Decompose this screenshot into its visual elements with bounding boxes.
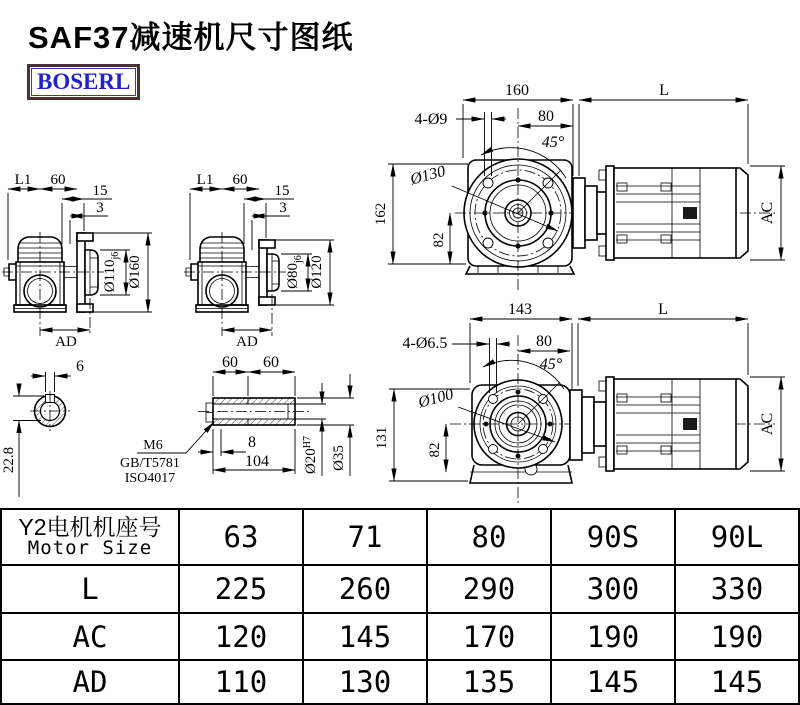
dim-v3-boltcircle: Ø130 — [408, 162, 448, 189]
dim-v1-flange: Ø160 — [127, 255, 143, 289]
table-cell-AD-80: 135 — [426, 659, 550, 703]
dim-v3-AC: AC — [759, 201, 776, 225]
dim-v6-outer: Ø35 — [331, 445, 347, 471]
view-front-motor-bottom — [374, 301, 785, 505]
dim-v3-80: 80 — [538, 108, 554, 125]
view-shaft-section — [1, 358, 84, 497]
table-cell-L-71: 260 — [302, 564, 426, 612]
table-row-label-L: L — [2, 564, 178, 612]
table-cell-AC-63: 120 — [178, 612, 302, 659]
dim-v1-AD: AD — [55, 334, 77, 350]
table-header-cn: Y2电机机座号 — [18, 513, 162, 540]
dim-v4-boltcircle: Ø100 — [416, 385, 456, 412]
table-cell-L-63: 225 — [178, 564, 302, 612]
dim-v2-3: 3 — [279, 200, 287, 216]
table-cell-AD-71: 130 — [302, 659, 426, 703]
table-cell-AD-63: 110 — [178, 659, 302, 703]
dim-v6-60b: 60 — [263, 354, 279, 371]
motor-size-table — [0, 508, 800, 705]
dim-v1-60: 60 — [50, 172, 66, 188]
dim-v3-holes: 4-Ø9 — [414, 111, 448, 128]
table-cell-AD-90L: 145 — [674, 659, 798, 703]
brand-logo-text: BOSERL — [31, 68, 136, 96]
dim-v2-AD: AD — [236, 334, 258, 350]
dim-v3-160: 160 — [505, 82, 529, 99]
dim-v4-143: 143 — [508, 301, 532, 318]
table-cell-AC-90L: 190 — [674, 612, 798, 659]
table-cell-AC-80: 170 — [426, 612, 550, 659]
table-col-71: 71 — [302, 510, 426, 564]
dim-v4-AC: AC — [759, 412, 776, 436]
dim-v4-80: 80 — [536, 333, 552, 350]
table-row-label-AC: AC — [2, 612, 178, 659]
dim-v3-162: 162 — [373, 202, 389, 226]
view-front-motor-top — [373, 82, 785, 292]
table-cell-AD-90S: 145 — [550, 659, 674, 703]
dim-v3-45deg: 45° — [541, 134, 565, 151]
table-cell-L-90L: 330 — [674, 564, 798, 612]
note-iso-standard: ISO4017 — [124, 471, 176, 486]
dim-v3-82: 82 — [431, 232, 447, 248]
table-cell-L-80: 290 — [426, 564, 550, 612]
table-cell-AC-71: 145 — [302, 612, 426, 659]
view-gearbox-flange-160 — [2, 172, 152, 350]
dim-v6-60a: 60 — [222, 354, 238, 371]
note-m6: M6 — [143, 438, 163, 453]
dim-v5-6: 6 — [76, 358, 84, 375]
view-gearbox-flange-120 — [184, 172, 334, 350]
table-col-63: 63 — [178, 510, 302, 564]
note-gb-standard: GB/T5781 — [120, 456, 180, 471]
dim-v2-15: 15 — [274, 183, 290, 199]
table-header-motor-size — [2, 510, 178, 564]
dim-v5-228: 22.8 — [1, 446, 17, 474]
dim-v4-L: L — [658, 301, 668, 318]
dim-v6-104: 104 — [245, 453, 269, 470]
dim-v2-L1: L1 — [196, 172, 214, 188]
dim-v1-bore: $Ø110_{j6}$ — [102, 251, 121, 293]
table-col-90S: 90S — [550, 510, 674, 564]
dim-v2-bore: $Ø80_{j6}$ — [285, 255, 304, 289]
dim-v2-60: 60 — [232, 172, 248, 188]
dim-v6-8: 8 — [248, 434, 256, 451]
view-shaft-side — [120, 354, 354, 486]
dim-v2-flange: Ø120 — [309, 255, 325, 289]
dim-v1-L1: L1 — [14, 172, 32, 188]
table-col-90L: 90L — [674, 510, 798, 564]
dim-v3-L: L — [659, 82, 669, 99]
dim-v4-131: 131 — [374, 426, 390, 450]
dim-v4-45deg: 45° — [539, 356, 563, 373]
page-title: SAF37减速机尺寸图纸 — [28, 20, 354, 55]
table-header-en: Motor Size — [27, 537, 153, 560]
dim-v1-3: 3 — [96, 200, 104, 216]
dim-v6-bore: $Ø20^{H7}$ — [302, 435, 319, 475]
table-row-label-AD: AD — [2, 659, 178, 703]
table-col-80: 80 — [426, 510, 550, 564]
dim-v1-15: 15 — [92, 183, 108, 199]
dim-v4-82: 82 — [427, 442, 443, 458]
table-cell-L-90S: 300 — [550, 564, 674, 612]
table-cell-AC-90S: 190 — [550, 612, 674, 659]
dim-v4-holes: 4-Ø6.5 — [402, 335, 448, 352]
